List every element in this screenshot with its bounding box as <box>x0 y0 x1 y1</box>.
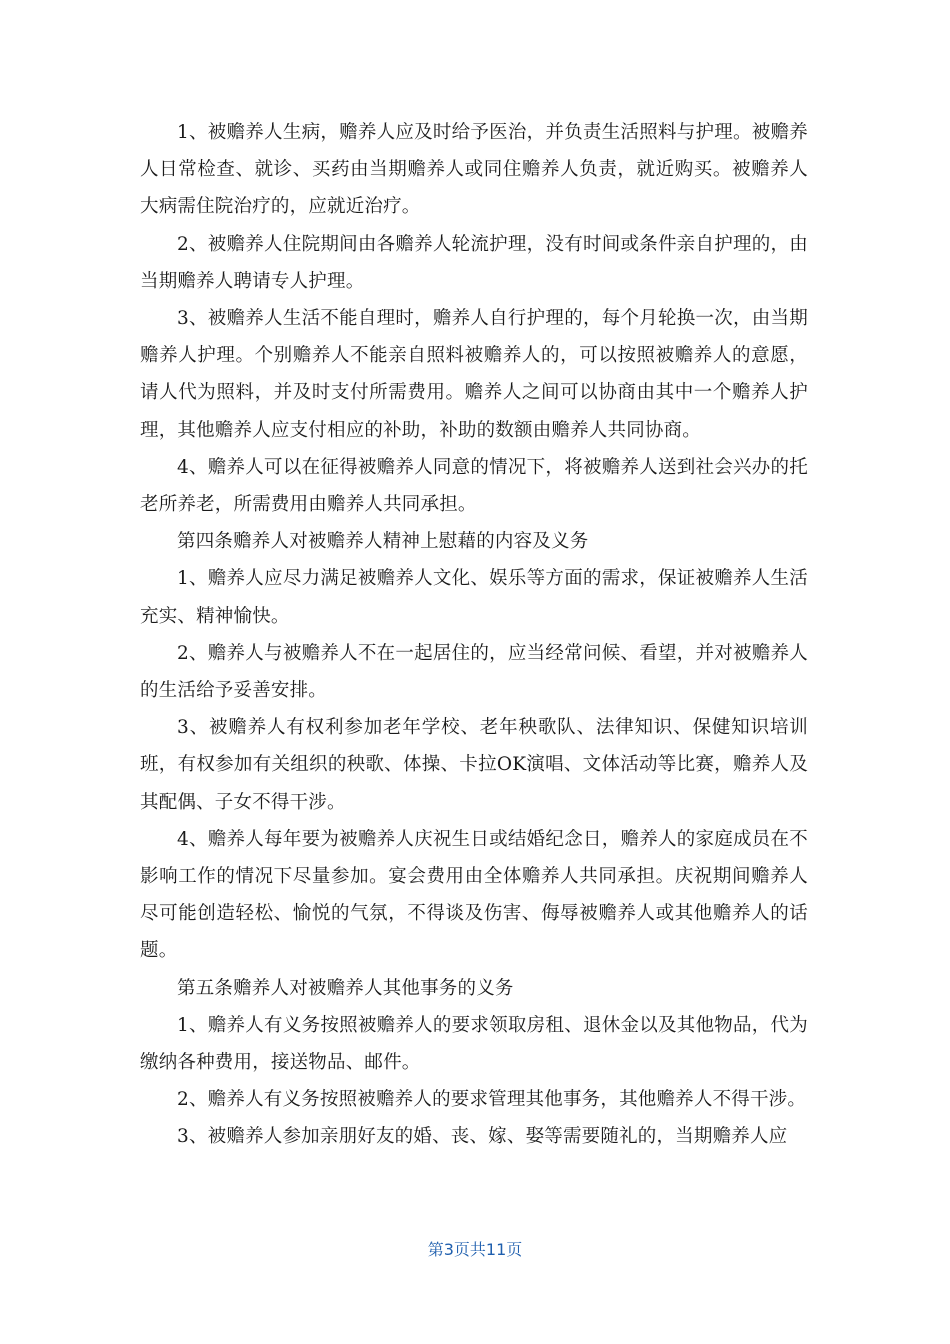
paragraph: 3、被赡养人生活不能自理时，赡养人自行护理的，每个月轮换一次，由当期赡养人护理。个别赡养人不能亲自照料被赡养人的，可以按照被赡养人的意愿，请人代为照料，并及时支付所需费用。赡养人之间可以协商由其中一个赡养人护理，其他赡养人应支付相应的补助，补助的数额由赡养人共同协商。 <box>140 308 808 441</box>
paragraph: 1、被赡养人生病，赡养人应及时给予医治，并负责生活照料与护理。被赡养人日常检查、就诊、买药由当期赡养人或同住赡养人负责，就近购买。被赡养人大病需住院治疗的，应就近治疗。 <box>140 122 808 218</box>
paragraph: 2、赡养人有义务按照被赡养人的要求管理其他事务，其他赡养人不得干涉。 <box>177 1089 807 1111</box>
section-heading: 第五条赡养人对被赡养人其他事务的义务 <box>177 977 514 999</box>
paragraph: 2、赡养人与被赡养人不在一起居住的，应当经常问候、看望，并对被赡养人的生活给予妥善安排。 <box>140 642 808 702</box>
paragraph: 1、赡养人有义务按照被赡养人的要求领取房租、退休金以及其他物品，代为缴纳各种费用，接送物品、邮件。 <box>140 1014 808 1074</box>
paragraph: 3、被赡养人参加亲朋好友的婚、丧、嫁、娶等需要随礼的，当期赡养人应 <box>177 1126 788 1148</box>
paragraph: 2、被赡养人住院期间由各赡养人轮流护理，没有时间或条件亲自护理的，由当期赡养人聘请专人护理。 <box>140 233 808 292</box>
paragraph: 1、赡养人应尽力满足被赡养人文化、娱乐等方面的需求，保证被赡养人生活充实、精神愉快。 <box>140 568 808 627</box>
document-body <box>140 114 808 1156</box>
paragraph: 4、赡养人可以在征得被赡养人同意的情况下，将被赡养人送到社会兴办的托老所养老，所需费用由赡养人共同承担。 <box>140 456 808 516</box>
paragraph: 3、被赡养人有权利参加老年学校、老年秧歌队、法律知识、保健知识培训班，有权参加有关组织的秧歌、体操、卡拉OK演唱、文体活动等比赛，赡养人及其配偶、子女不得干涉。 <box>140 717 808 813</box>
page-number-footer: 第3页共11页 <box>427 1240 523 1259</box>
section-heading: 第四条赡养人对被赡养人精神上慰藉的内容及义务 <box>177 531 589 553</box>
paragraph: 4、赡养人每年要为被赡养人庆祝生日或结婚纪念日，赡养人的家庭成员在不影响工作的情况下尽量参加。宴会费用由全体赡养人共同承担。庆祝期间赡养人尽可能创造轻松、愉悦的气氛，不得谈及伤害、侮辱被赡养人或其他赡养人的话题。 <box>140 828 808 962</box>
